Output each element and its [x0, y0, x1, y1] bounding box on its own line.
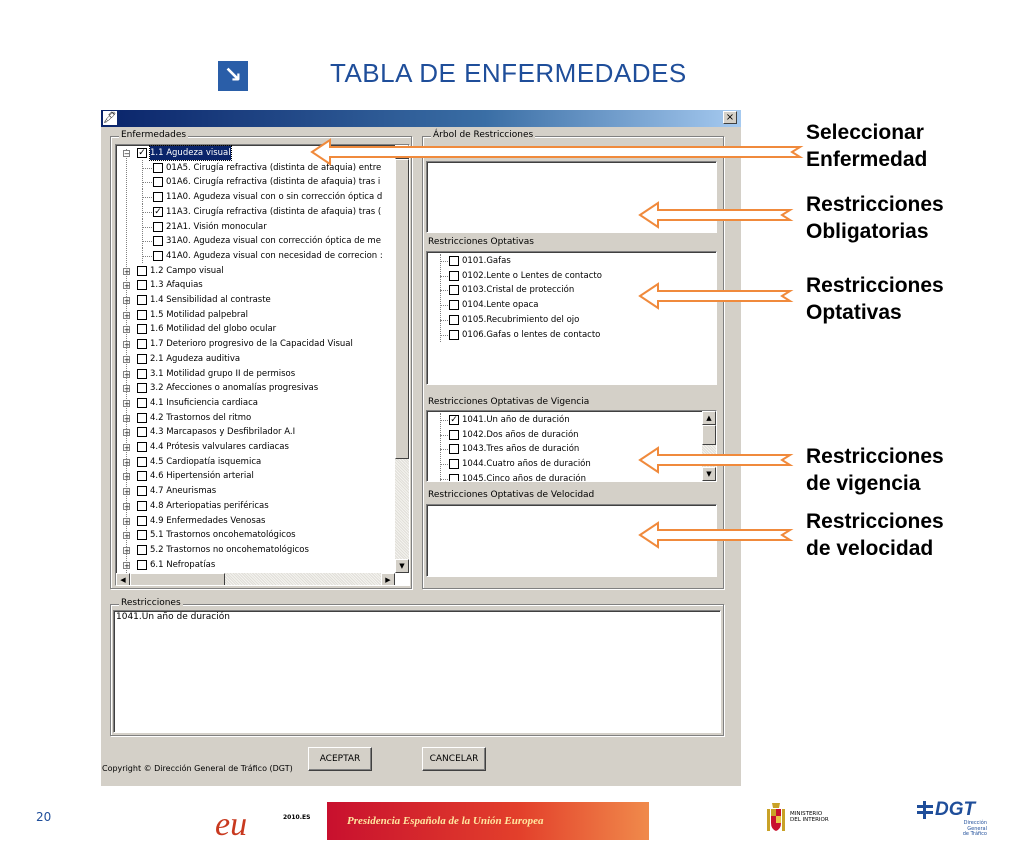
- expand-icon[interactable]: +: [124, 414, 130, 423]
- annotation-line: Enfermedad: [806, 148, 928, 171]
- slide-title: TABLA DE ENFERMEDADES: [330, 58, 687, 88]
- restricciones-label: Restricciones: [121, 598, 181, 608]
- tree-item-label: 1.6 Motilidad del globo ocular: [150, 324, 277, 335]
- expand-icon[interactable]: +: [124, 502, 130, 511]
- optativa-label: 0106.Gafas o lentes de contacto: [462, 329, 601, 340]
- dgt-text: DGT: [935, 799, 976, 820]
- tree-checkbox[interactable]: ✓: [154, 206, 162, 217]
- expand-icon[interactable]: +: [124, 297, 130, 305]
- tree-item-label: 11A0. Agudeza visual con o sin corrección óptica d: [166, 192, 383, 203]
- arrow-seleccionar-icon: [312, 140, 800, 164]
- eu-logo: eu: [215, 806, 248, 843]
- annotation-line: Seleccionar: [806, 121, 924, 144]
- dgt-sub-line: Dirección General: [963, 820, 987, 832]
- optativas-label: Restricciones Optativas: [428, 237, 534, 247]
- tree-item-label: 1.2 Campo visual: [150, 265, 224, 276]
- expand-icon[interactable]: +: [124, 355, 130, 364]
- vigencia-scroll-up-button[interactable]: ▲: [702, 411, 716, 425]
- optativa-label: 0104.Lente opaca: [462, 300, 539, 311]
- velocidad-label: Restricciones Optativas de Velocidad: [428, 490, 595, 500]
- annotation-seleccionar: [806, 119, 927, 173]
- arrow-velocidad-icon: [640, 523, 790, 547]
- tree-item-label: 41A0. Agudeza visual con necesidad de correcion :: [166, 250, 383, 261]
- tree-item-label: 1.5 Motilidad palpebral: [150, 309, 248, 320]
- vigencia-label: 1045.Cinco años de duración: [462, 473, 586, 482]
- tree-item-label: 5.2 Trastornos no oncohematológicos: [150, 544, 309, 555]
- tree-item-label: 5.1 Trastornos oncohematológicos: [150, 530, 296, 541]
- dgt-bar: [923, 801, 926, 819]
- expand-icon[interactable]: +: [124, 282, 130, 291]
- expand-icon[interactable]: +: [124, 444, 130, 452]
- expand-icon[interactable]: +: [124, 546, 130, 555]
- dgt-subtitle: [943, 821, 987, 838]
- expand-icon[interactable]: +: [124, 385, 130, 394]
- annotation-line: Optativas: [806, 301, 902, 324]
- annotation-obligatorias: [806, 191, 944, 245]
- arrow-obligatorias-icon: [640, 203, 790, 227]
- tree-item-label: 4.8 Arteriopatias periféricas: [150, 500, 269, 511]
- aceptar-button[interactable]: ACEPTAR: [308, 747, 372, 771]
- cancelar-button[interactable]: CANCELAR: [422, 747, 486, 771]
- optativa-label: 0103.Cristal de protección: [462, 285, 575, 296]
- tree-item-label: 4.2 Trastornos del ritmo: [150, 412, 252, 423]
- scroll-left-button[interactable]: ◀: [116, 573, 130, 586]
- vigencia-label: 1043.Tres años de duración: [462, 444, 580, 455]
- tree-item-label: 4.4 Prótesis valvulares cardiacas: [150, 442, 289, 452]
- expand-icon[interactable]: +: [124, 429, 130, 438]
- annotation-line: Obligatorias: [806, 220, 929, 243]
- tree-item-label: 1.7 Deterioro progresivo de la Capacidad Visual: [150, 339, 353, 350]
- expand-icon[interactable]: +: [124, 341, 130, 350]
- tree-item-label: 11A3. Cirugía refractiva (distinta de afaquia) tras (: [166, 206, 382, 217]
- vigencia-checkbox[interactable]: ✓: [450, 415, 458, 425]
- tree-item-label: 31A0. Agudeza visual con corrección óptica de me: [166, 236, 381, 247]
- tree-item-label: 4.9 Enfermedades Venosas: [150, 515, 266, 526]
- tree-item-label: 01A6. Cirugía refractiva (distinta de afaquia) tras i: [166, 177, 381, 188]
- tree-item-label: 2.1 Agudeza auditiva: [150, 353, 241, 364]
- close-button[interactable]: ×: [723, 111, 737, 124]
- arbol-label: Árbol de Restricciones: [433, 130, 534, 140]
- vigencia-label: 1041.Un año de duración: [462, 415, 570, 425]
- coat-of-arms-icon: [766, 801, 786, 835]
- app-icon: 🖋: [103, 111, 117, 124]
- annotation-optativas: [806, 272, 944, 326]
- vigencia-label: 1044.Cuatro años de duración: [462, 459, 591, 470]
- tree-item-label: 4.7 Aneurismas: [150, 486, 217, 497]
- vigencia-label: 1042.Dos años de duración: [462, 429, 579, 440]
- tree-item-label: 6.1 Nefropatías: [150, 559, 216, 570]
- collapse-icon[interactable]: −: [124, 150, 130, 158]
- vigencia-label: Restricciones Optativas de Vigencia: [428, 397, 590, 407]
- annotation-line: Restricciones: [806, 193, 944, 216]
- annotation-line: Restricciones: [806, 445, 944, 468]
- vigencia-scroll-down-button[interactable]: ▼: [702, 467, 716, 481]
- expand-icon[interactable]: +: [124, 561, 130, 570]
- annotation-velocidad: [806, 508, 944, 562]
- dgt-logo: [917, 801, 989, 837]
- presidency-banner: Presidencia Española de la Unión Europea: [327, 802, 649, 840]
- arrow-down-right-icon: ↘: [218, 61, 248, 91]
- expand-icon[interactable]: +: [124, 473, 130, 482]
- expand-icon[interactable]: +: [124, 370, 130, 379]
- expand-icon[interactable]: +: [124, 488, 130, 497]
- scroll-right-button[interactable]: ▶: [381, 573, 395, 586]
- ministerio-line: DEL INTERIOR: [790, 817, 829, 823]
- annotation-vigencia: [806, 443, 944, 497]
- tree-item-label: 3.1 Motilidad grupo II de permisos: [150, 368, 296, 379]
- eu-site-text: 2010.ES: [283, 814, 311, 821]
- tree-item-label: 1.1 Agudeza visual: [150, 148, 231, 158]
- scroll-down-button[interactable]: ▼: [395, 559, 409, 573]
- expand-icon[interactable]: +: [124, 326, 130, 335]
- annotation-line: de vigencia: [806, 472, 921, 495]
- tree-item-label: 1.3 Afaquias: [150, 280, 203, 291]
- optativa-label: 0101.Gafas: [462, 256, 511, 266]
- ministerio-text: [790, 811, 829, 823]
- arrow-optativas-icon: [640, 284, 790, 308]
- ministerio-line: MINISTERIO: [790, 811, 823, 817]
- expand-icon[interactable]: +: [124, 532, 130, 541]
- dgt-sub-line: de Tráfico: [962, 831, 987, 837]
- tree-item-label: 4.1 Insuficiencia cardiaca: [150, 397, 258, 408]
- enfermedades-label: Enfermedades: [121, 130, 187, 140]
- expand-icon[interactable]: +: [124, 267, 130, 276]
- annotation-line: Restricciones: [806, 510, 944, 533]
- optativa-label: 0105.Recubrimiento del ojo: [462, 314, 580, 325]
- restricciones-value: 1041.Un año de duración: [116, 612, 230, 622]
- expand-icon[interactable]: +: [124, 311, 130, 320]
- optativa-label: 0102.Lente o Lentes de contacto: [462, 270, 602, 281]
- tree-item-label: 01A5. Cirugía refractiva (distinta de afaquia) entre: [166, 162, 382, 173]
- tree-item-label: 4.6 Hipertensión arterial: [150, 471, 254, 482]
- page-number: 20: [36, 810, 52, 824]
- tree-item-label: 4.5 Cardiopatía isquemica: [150, 456, 262, 467]
- annotation-line: de velocidad: [806, 537, 934, 560]
- expand-icon[interactable]: +: [124, 458, 130, 467]
- tree-checkbox[interactable]: ✓: [138, 148, 146, 158]
- tree-item-label: 4.3 Marcapasos y Desfibrilador A.I: [150, 427, 296, 438]
- expand-icon[interactable]: +: [124, 399, 130, 408]
- copyright-text: Copyright © Dirección General de Tráfico (DGT): [102, 764, 293, 773]
- tree-item-label: 21A1. Visión monocular: [166, 221, 267, 232]
- tree-item-label: 1.4 Sensibilidad al contraste: [150, 295, 271, 305]
- tree-item-label: 3.2 Afecciones o anomalías progresivas: [150, 383, 319, 394]
- annotation-line: Restricciones: [806, 274, 944, 297]
- arrow-vigencia-icon: [640, 448, 790, 472]
- expand-icon[interactable]: +: [124, 517, 130, 526]
